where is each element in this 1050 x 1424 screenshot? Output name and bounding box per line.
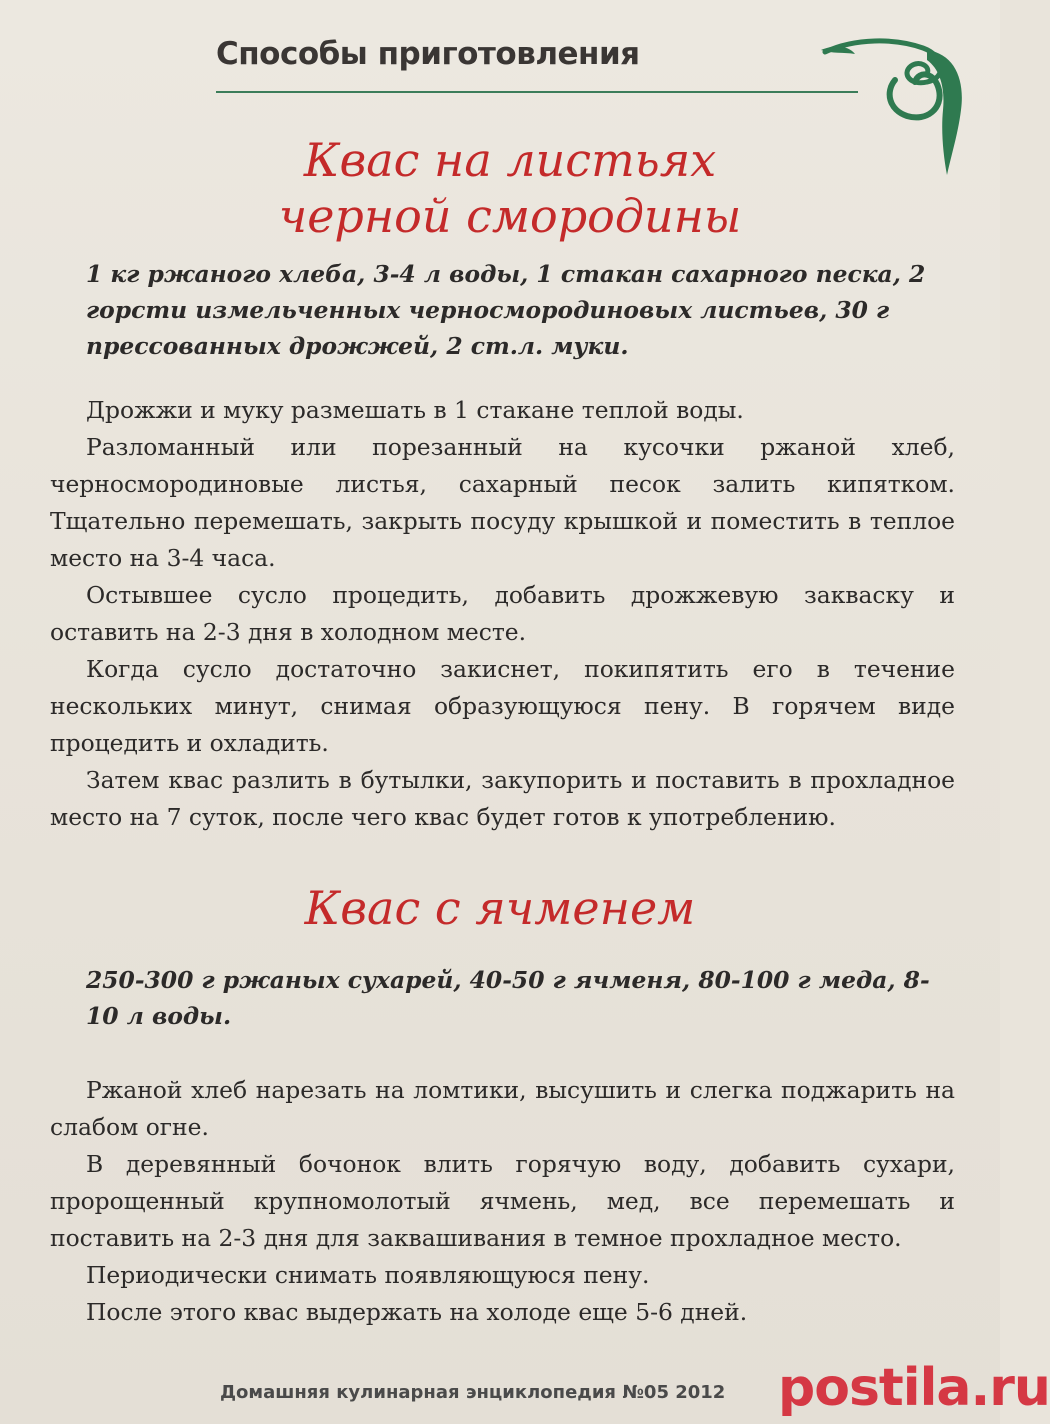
recipe1-step: Разломанный или порезанный на кусочки ржаной хлеб, черносмородиновые листья, сахарный песок залить кипятком. Тщательно перемешать, закрыть посуду крышкой и поместить в теплое место на 3-4 часа.: [50, 433, 955, 572]
recipe2-step: Периодически снимать появляющуюся пену.: [86, 1261, 650, 1289]
section-rule: [216, 91, 858, 93]
postila-watermark-logo: postila.ru: [778, 1358, 1050, 1418]
recipe1-step: Когда сусло достаточно закиснет, покипятить его в течение нескольких минут, снимая образующуюся пену. В горячем виде процедить и охладить.: [50, 655, 955, 757]
recipe2-step: В деревянный бочонок влить горячую воду, добавить сухари, пророщенный крупномолотый ячмень, мед, все перемешать и поставить на 2-3 дня для заквашивания в темное прохладное место.: [50, 1150, 955, 1252]
recipe1-step: Дрожжи и муку размешать в 1 стакане теплой воды.: [86, 396, 744, 424]
recipe1-title-line1: Квас на листьях: [303, 133, 717, 187]
recipe2-title: Квас с ячменем: [304, 881, 696, 935]
section-title: Способы приготовления: [216, 36, 640, 72]
recipe2-ingredients: 250-300 г ржаных сухарей, 40-50 г ячменя, 80-100 г меда, 8-10 л воды.: [86, 966, 930, 1030]
recipe1-step: Затем квас разлить в бутылки, закупорить и поставить в прохладное место на 7 суток, после чего квас будет готов к употреблению.: [50, 766, 955, 831]
recipe1-step: Остывшее сусло процедить, добавить дрожжевую закваску и оставить на 2-3 дня в холодном месте.: [50, 581, 955, 646]
recipe2-step: Ржаной хлеб нарезать на ломтики, высушить и слегка поджарить на слабом огне.: [50, 1076, 955, 1141]
recipe1-steps: [50, 392, 955, 836]
recipe2-step: После этого квас выдержать на холоде еще 5-6 дней.: [86, 1298, 748, 1326]
recipe1-ingredients: 1 кг ржаного хлеба, 3-4 л воды, 1 стакан сахарного песка, 2 горсти измельченных черносмородиновых листьев, 30 г прессованных дрожжей, 2 ст.л. муки.: [86, 260, 926, 360]
source-caption: Домашняя кулинарная энциклопедия №05 2012: [220, 1382, 726, 1403]
recipe1-title-line2: черной смородины: [278, 189, 742, 243]
recipe1-title: [0, 132, 1000, 244]
recipe2-steps: [50, 1072, 955, 1331]
